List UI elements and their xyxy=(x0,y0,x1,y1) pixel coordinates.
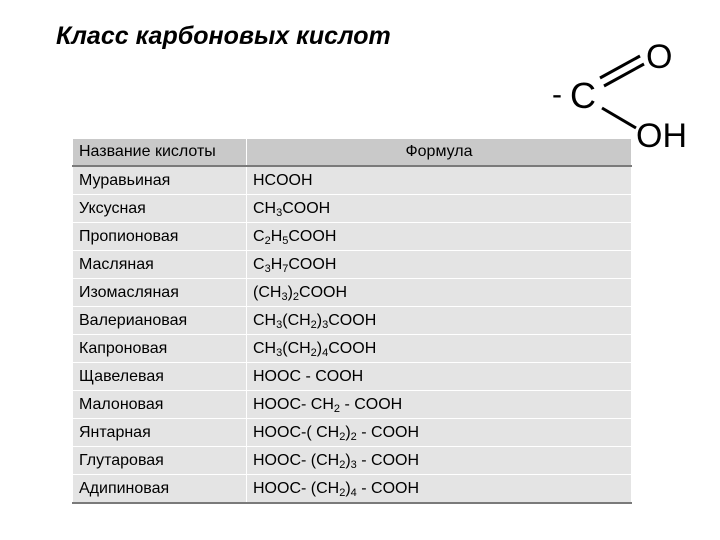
formula-subscript: 3 xyxy=(276,318,283,331)
table-row xyxy=(73,166,632,195)
formula-subscript: 3 xyxy=(350,458,357,471)
formula-text: HOOC - COOH xyxy=(253,367,364,385)
acid-name-cell: Муравьиная xyxy=(73,166,247,195)
bond-dash-label: - xyxy=(552,78,562,111)
formula-text: (CH xyxy=(282,339,311,357)
carbon-label: C xyxy=(570,75,596,116)
column-header-formula: Формула xyxy=(247,139,632,167)
formula-text: HOOC- (CH xyxy=(253,479,340,497)
formula-subscript: 2 xyxy=(264,234,271,247)
oxygen-label: O xyxy=(646,38,673,76)
acid-name-cell: Малоновая xyxy=(73,391,247,419)
acid-name-cell: Уксусная xyxy=(73,195,247,223)
single-bond-line xyxy=(602,108,636,128)
formula-cell xyxy=(247,335,632,363)
formula-cell xyxy=(247,307,632,335)
formula-text: ) xyxy=(287,283,293,301)
table-row xyxy=(73,307,632,335)
formula-cell xyxy=(247,279,632,307)
formula-cell xyxy=(247,363,632,391)
formula-text: COOH xyxy=(328,311,377,329)
acid-name-cell: Изомасляная xyxy=(73,279,247,307)
formula-text: COOH xyxy=(282,199,331,217)
formula-subscript: 3 xyxy=(276,346,283,359)
formula-cell xyxy=(247,475,632,504)
acid-name-cell: Валериановая xyxy=(73,307,247,335)
formula-text: ) xyxy=(345,423,351,441)
carboxylic-acids-table xyxy=(72,138,632,504)
formula-subscript: 5 xyxy=(282,234,289,247)
table-body xyxy=(73,166,632,503)
table-row xyxy=(73,447,632,475)
acid-name-cell: Щавелевая xyxy=(73,363,247,391)
table-row xyxy=(73,419,632,447)
formula-subscript: 2 xyxy=(350,430,357,443)
table-row xyxy=(73,475,632,504)
formula-subscript: 3 xyxy=(276,206,283,219)
table-row xyxy=(73,279,632,307)
formula-subscript: 2 xyxy=(333,402,341,415)
formula-text: - COOH xyxy=(356,479,420,497)
double-bond-line-2 xyxy=(604,64,644,86)
formula-subscript: 2 xyxy=(339,430,346,443)
formula-cell xyxy=(247,251,632,279)
formula-subscript: 2 xyxy=(310,346,317,359)
acid-name-cell: Масляная xyxy=(73,251,247,279)
formula-text: HOOC- (CH xyxy=(253,451,340,469)
formula-text: (CH xyxy=(253,283,282,301)
formula-cell xyxy=(247,223,632,251)
column-header-name: Название кислоты xyxy=(73,139,247,167)
table-header-row xyxy=(73,139,632,167)
formula-text: CH xyxy=(253,339,277,357)
formula-cell xyxy=(247,391,632,419)
acid-name-cell: Пропионовая xyxy=(73,223,247,251)
formula-subscript: 4 xyxy=(350,486,357,499)
formula-text: H xyxy=(270,255,283,273)
formula-text: C xyxy=(253,227,265,245)
formula-text: COOH xyxy=(288,255,337,273)
table-row xyxy=(73,195,632,223)
formula-cell xyxy=(247,447,632,475)
carboxyl-group-diagram xyxy=(540,30,715,155)
formula-text: - COOH xyxy=(356,451,420,469)
formula-text: - COOH xyxy=(356,423,420,441)
formula-cell xyxy=(247,419,632,447)
double-bond-line-1 xyxy=(600,56,640,78)
formula-text: CH xyxy=(253,199,277,217)
acid-name-cell: Адипиновая xyxy=(73,475,247,504)
formula-text: COOH xyxy=(299,283,348,301)
formula-text: ) xyxy=(316,339,323,357)
acid-name-cell: Капроновая xyxy=(73,335,247,363)
formula-text: - COOH xyxy=(340,395,403,413)
formula-subscript: 7 xyxy=(282,262,289,275)
formula-subscript: 3 xyxy=(281,290,288,303)
formula-text: C xyxy=(253,255,265,273)
formula-text: ) xyxy=(345,451,351,469)
table-row xyxy=(73,391,632,419)
formula-subscript: 2 xyxy=(339,458,346,471)
formula-text: ) xyxy=(345,479,351,497)
formula-text: ) xyxy=(316,311,323,329)
formula-text: HCOOH xyxy=(253,171,313,189)
formula-cell xyxy=(247,195,632,223)
formula-text: HOOC- CH xyxy=(253,395,334,413)
hydroxyl-label: OH xyxy=(636,117,687,155)
formula-text: (CH xyxy=(282,311,311,329)
formula-text: H xyxy=(270,227,283,245)
table-row xyxy=(73,363,632,391)
table-row xyxy=(73,251,632,279)
formula-text: HOOC-( CH xyxy=(253,423,340,441)
formula-subscript: 3 xyxy=(264,262,271,275)
acid-name-cell: Глутаровая xyxy=(73,447,247,475)
formula-text: COOH xyxy=(288,227,337,245)
table-row xyxy=(73,335,632,363)
formula-subscript: 2 xyxy=(310,318,317,331)
formula-subscript: 3 xyxy=(322,318,329,331)
acid-name-cell: Янтарная xyxy=(73,419,247,447)
table-row xyxy=(73,223,632,251)
formula-subscript: 2 xyxy=(339,486,346,499)
formula-text: CH xyxy=(253,311,277,329)
formula-cell xyxy=(247,166,632,195)
formula-subscript: 2 xyxy=(292,290,300,303)
slide-title: Класс карбоновых кислот xyxy=(56,22,391,50)
formula-subscript: 4 xyxy=(322,346,329,359)
formula-text: COOH xyxy=(328,339,377,357)
